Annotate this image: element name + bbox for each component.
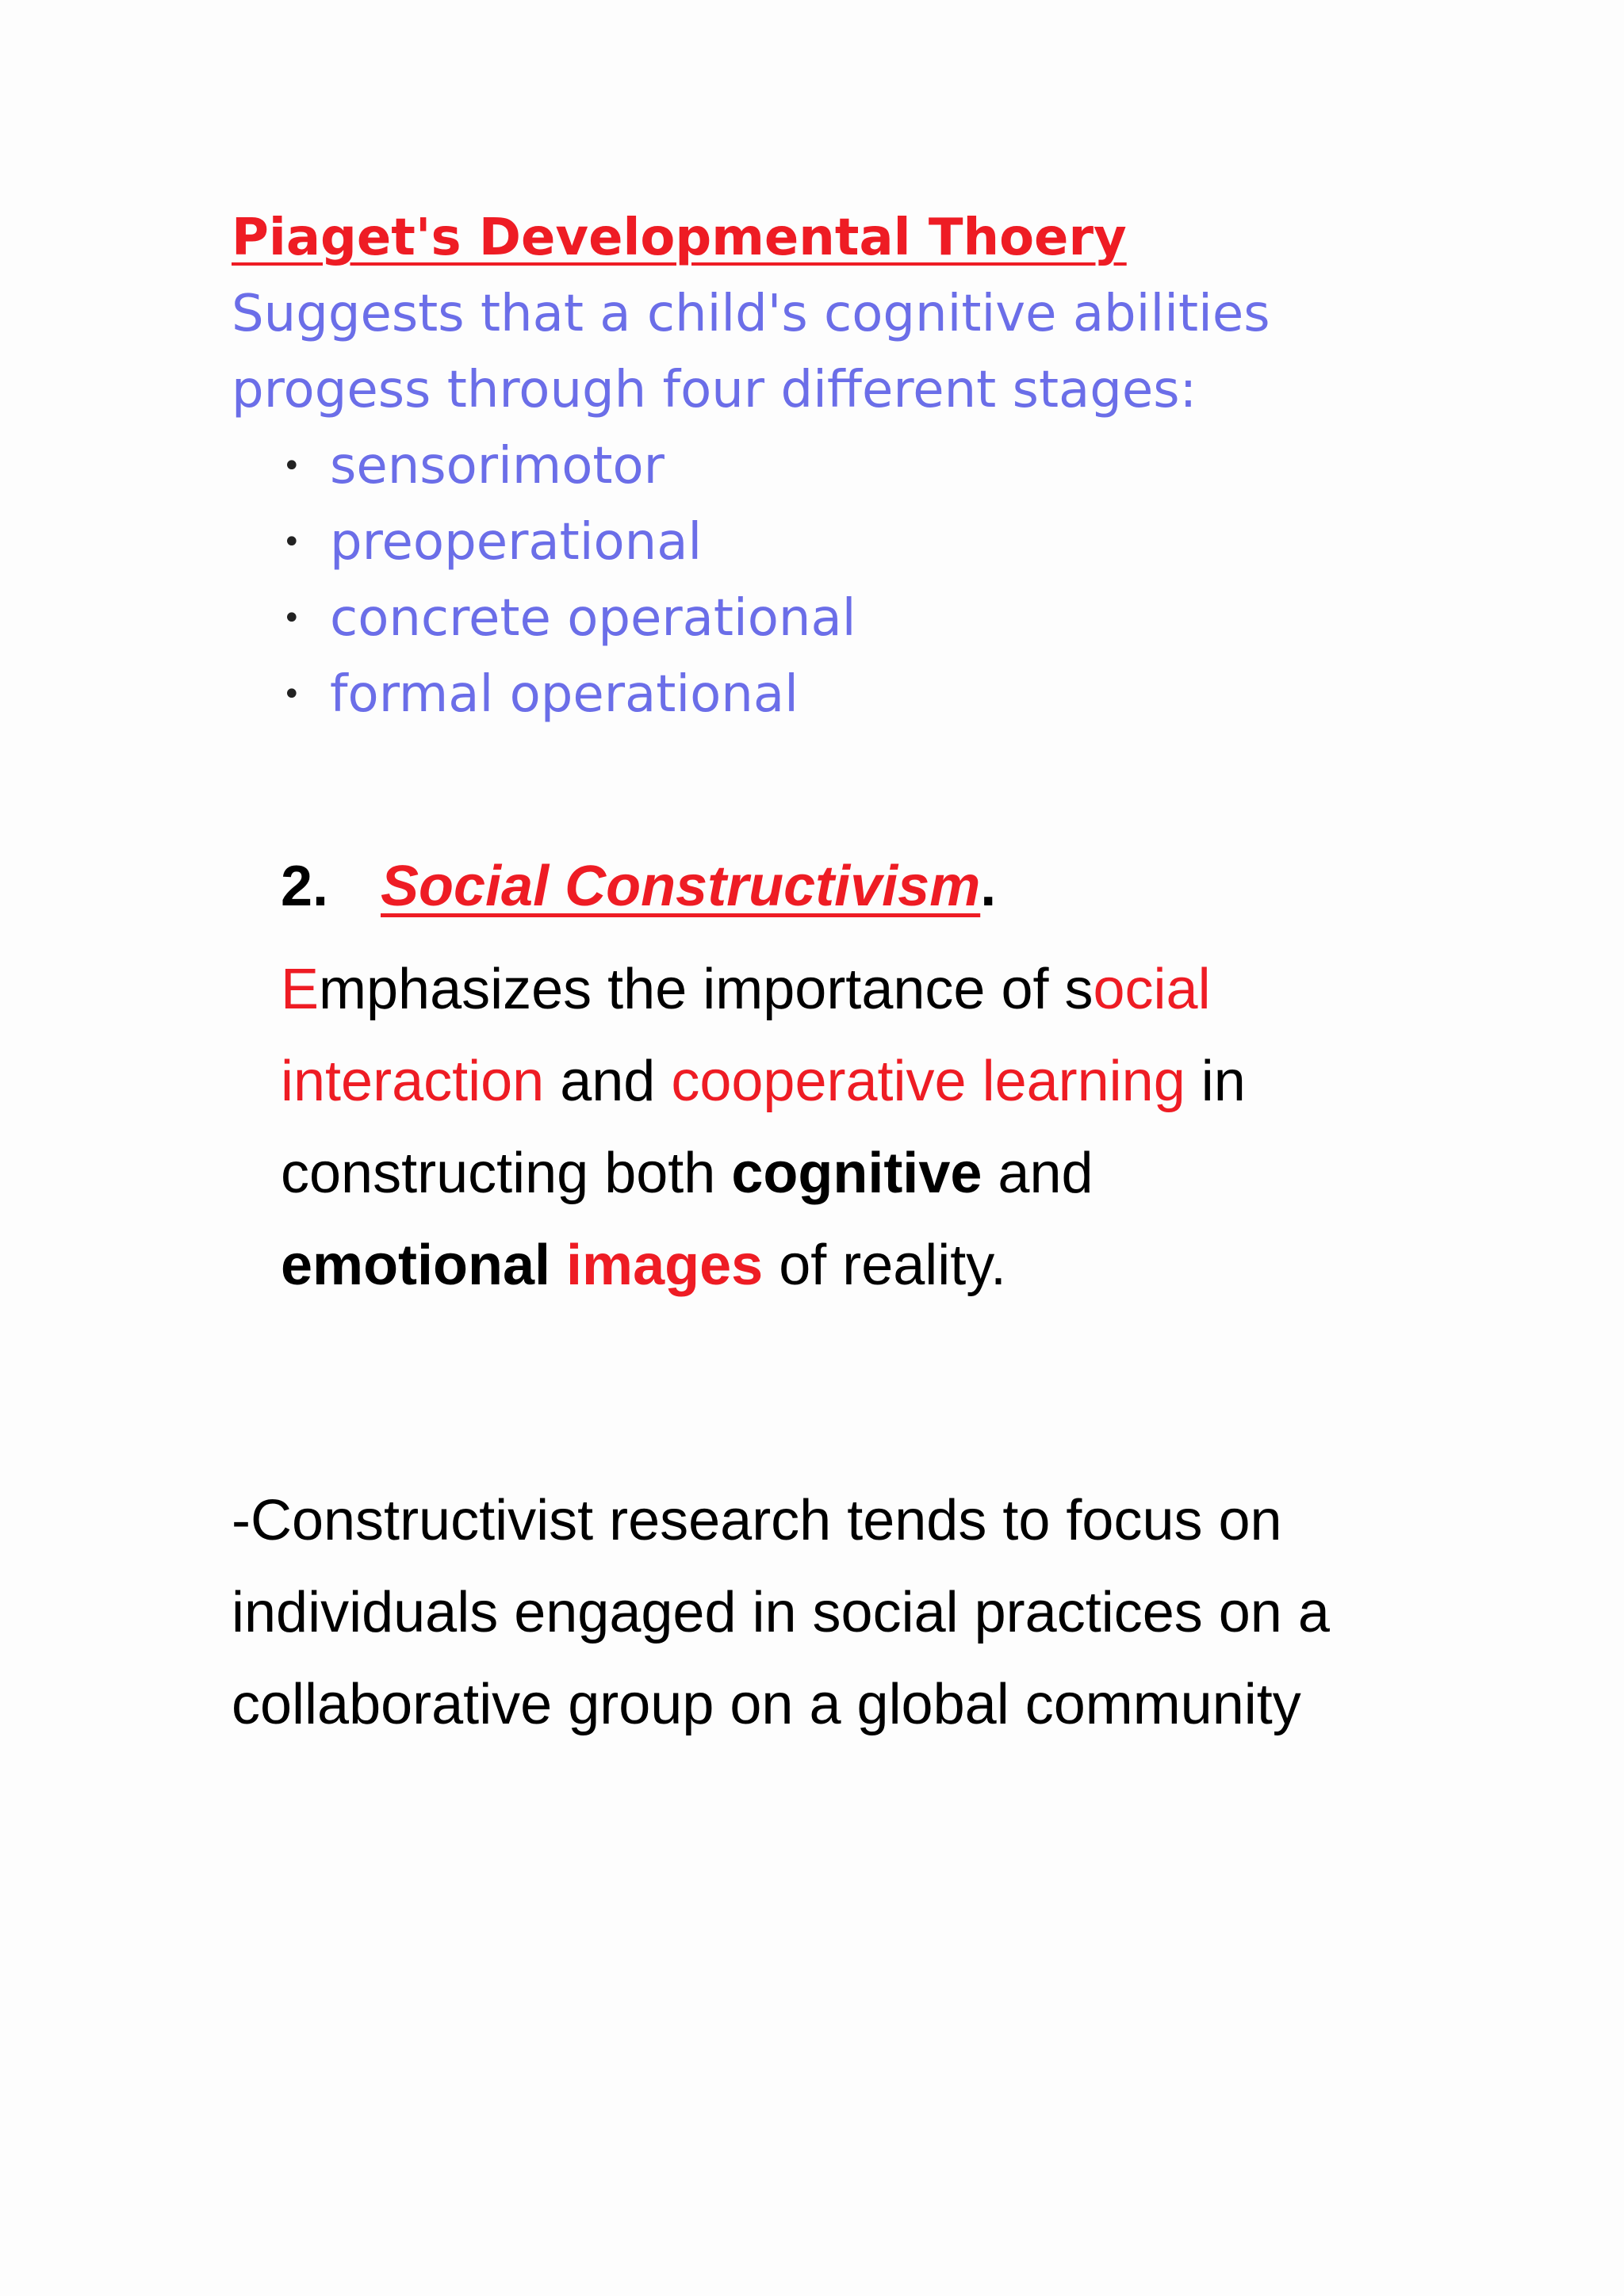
body-text: and — [982, 1142, 1094, 1205]
body-text: of reality. — [763, 1234, 1006, 1297]
initial-letter: E — [281, 958, 320, 1021]
piaget-section — [232, 200, 1500, 733]
stage-label: concrete operational — [330, 589, 856, 648]
bullet-icon: • — [282, 448, 301, 484]
bullet-icon: • — [282, 524, 301, 561]
section-number: 2. — [281, 855, 329, 918]
bullet-icon: • — [282, 676, 301, 713]
stage-label: preoperational — [330, 513, 703, 572]
list-item — [232, 580, 1500, 656]
section-title-suffix: . — [980, 855, 997, 918]
stage-list — [232, 428, 1500, 733]
highlight-bold-text: images — [566, 1234, 764, 1297]
bold-text: emotional — [281, 1234, 551, 1297]
list-item — [232, 504, 1500, 580]
bullet-icon: • — [282, 600, 301, 637]
social-body — [281, 943, 1375, 1311]
piaget-intro: Suggests that a child's cognitive abilities progess through four different stages: — [232, 285, 1270, 419]
body-text: and — [544, 1050, 672, 1113]
piaget-title: Piaget's Developmental Thoery — [232, 209, 1127, 267]
body-text: in constructing both — [281, 1050, 1246, 1205]
body-text: mphasizes the importance of s — [319, 958, 1094, 1021]
stage-label: formal operational — [330, 665, 799, 724]
research-paragraph: -Constructivist research tends to focus on individuals engaged in social practices on a collaborative group on a global community — [232, 1489, 1330, 1736]
body-text — [550, 1234, 566, 1297]
list-item — [232, 428, 1500, 504]
stage-label: sensorimotor — [330, 437, 665, 496]
list-item — [232, 656, 1500, 733]
section-heading — [281, 847, 1391, 926]
section-title: Social Constructivism — [381, 855, 981, 918]
social-constructivism-section — [281, 847, 1391, 1311]
highlight-text: cooperative learning — [671, 1050, 1185, 1113]
bold-text: cognitive — [731, 1142, 982, 1205]
highlight-text: ocial interaction — [281, 958, 1211, 1113]
